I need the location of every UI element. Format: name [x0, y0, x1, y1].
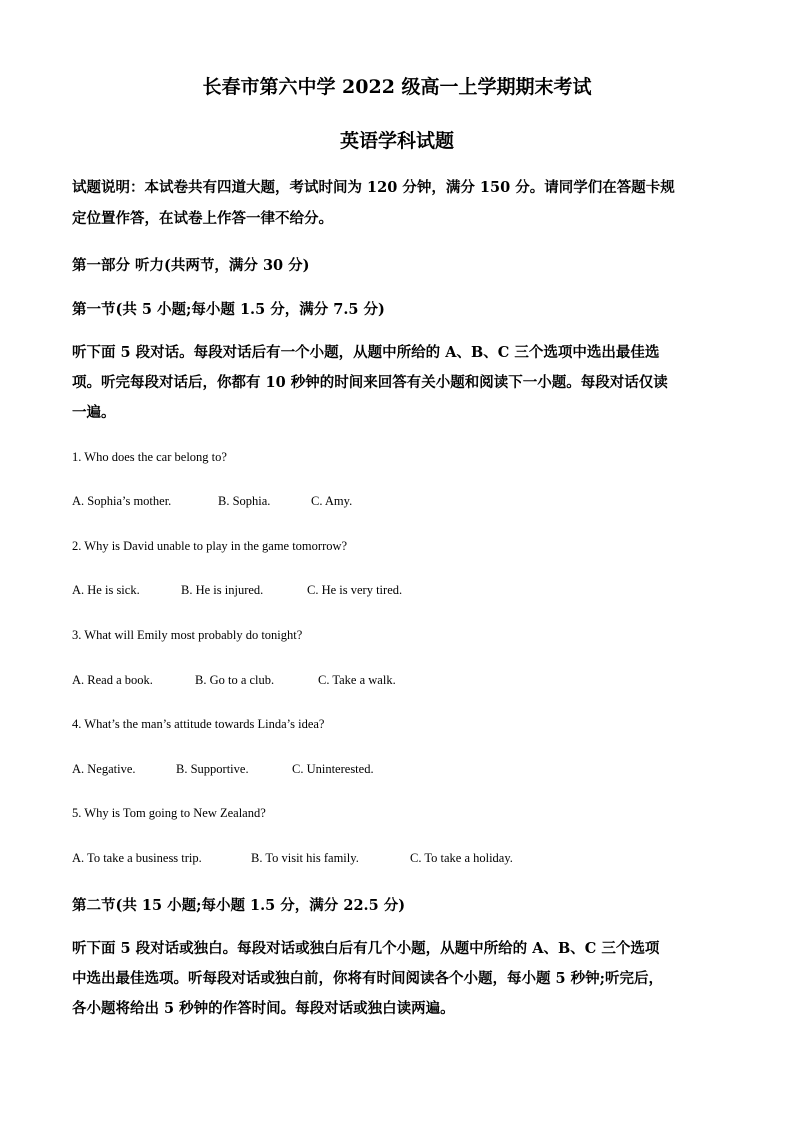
- instruction-line: 各小题将给出 5 秒钟的作答时间。每段对话或独白读两遍。: [72, 1000, 455, 1017]
- question-5: 5. Why is Tom going to New Zealand?: [72, 806, 266, 820]
- question-1: 1. Who does the car belong to?: [72, 450, 227, 464]
- instruction-line: 听下面 5 段对话或独白。每段对话或独白后有几个小题，从题中所给的 A、B、C 三个选项: [72, 940, 660, 957]
- instruction-line: 定位置作答，在试卷上作答一律不给分。: [72, 210, 333, 227]
- section-heading: 第二节(共 15 小题;每小题 1.5 分，满分 22.5 分): [72, 897, 406, 914]
- question-5-option-b: B. To visit his family.: [251, 851, 359, 865]
- exam-instructions: [72, 172, 728, 234]
- exam-title: 长春市第六中学 2022 级高一上学期期末考试: [202, 76, 592, 98]
- question-2: 2. Why is David unable to play in the game tomorrow?: [72, 539, 348, 553]
- part-heading: 第一部分 听力(共两节，满分 30 分): [72, 257, 310, 274]
- question-3-option-c: C. Take a walk.: [318, 673, 396, 687]
- question-5-option-a: A. To take a business trip.: [72, 851, 202, 865]
- question-1-option-c: C. Amy.: [311, 494, 353, 508]
- instruction-line: 项。听完每段对话后，你都有 10 秒钟的时间来回答有关小题和阅读下一小题。每段对话仅读: [72, 374, 668, 391]
- instruction-line: 一遍。: [72, 404, 116, 421]
- question-3: 3. What will Emily most probably do tonight?: [72, 628, 303, 642]
- instruction-line: 听下面 5 段对话。每段对话后有一个小题，从题中所给的 A、B、C 三个选项中选出最佳选: [72, 344, 660, 361]
- question-2-option-c: C. He is very tired.: [307, 583, 403, 597]
- question-3-option-b: B. Go to a club.: [195, 673, 275, 687]
- question-5-option-c: C. To take a holiday.: [410, 851, 513, 865]
- exam-subtitle: 英语学科试题: [339, 130, 454, 152]
- question-4: 4. What’s the man’s attitude towards Linda’s idea?: [72, 717, 325, 731]
- question-2-option-a: A. He is sick.: [72, 583, 140, 597]
- question-4-option-a: A. Negative.: [72, 762, 136, 776]
- question-4-option-b: B. Supportive.: [176, 762, 249, 776]
- question-3-option-a: A. Read a book.: [72, 673, 153, 687]
- section-heading: 第一节(共 5 小题;每小题 1.5 分，满分 7.5 分): [72, 301, 385, 318]
- question-4-option-c: C. Uninterested.: [292, 762, 374, 776]
- question-1-option-b: B. Sophia.: [218, 494, 271, 508]
- question-2-option-b: B. He is injured.: [181, 583, 264, 597]
- question-1-option-a: A. Sophia’s mother.: [72, 494, 172, 508]
- instruction-line: 中选出最佳选项。听每段对话或独白前，你将有时间阅读各个小题，每小题 5 秒钟;听完后，: [72, 970, 664, 987]
- section-instructions: [72, 934, 728, 1024]
- instruction-line: 试题说明：本试卷共有四道大题，考试时间为 120 分钟，满分 150 分。请同学们在答题卡规: [72, 179, 675, 196]
- section-instructions: [72, 338, 728, 428]
